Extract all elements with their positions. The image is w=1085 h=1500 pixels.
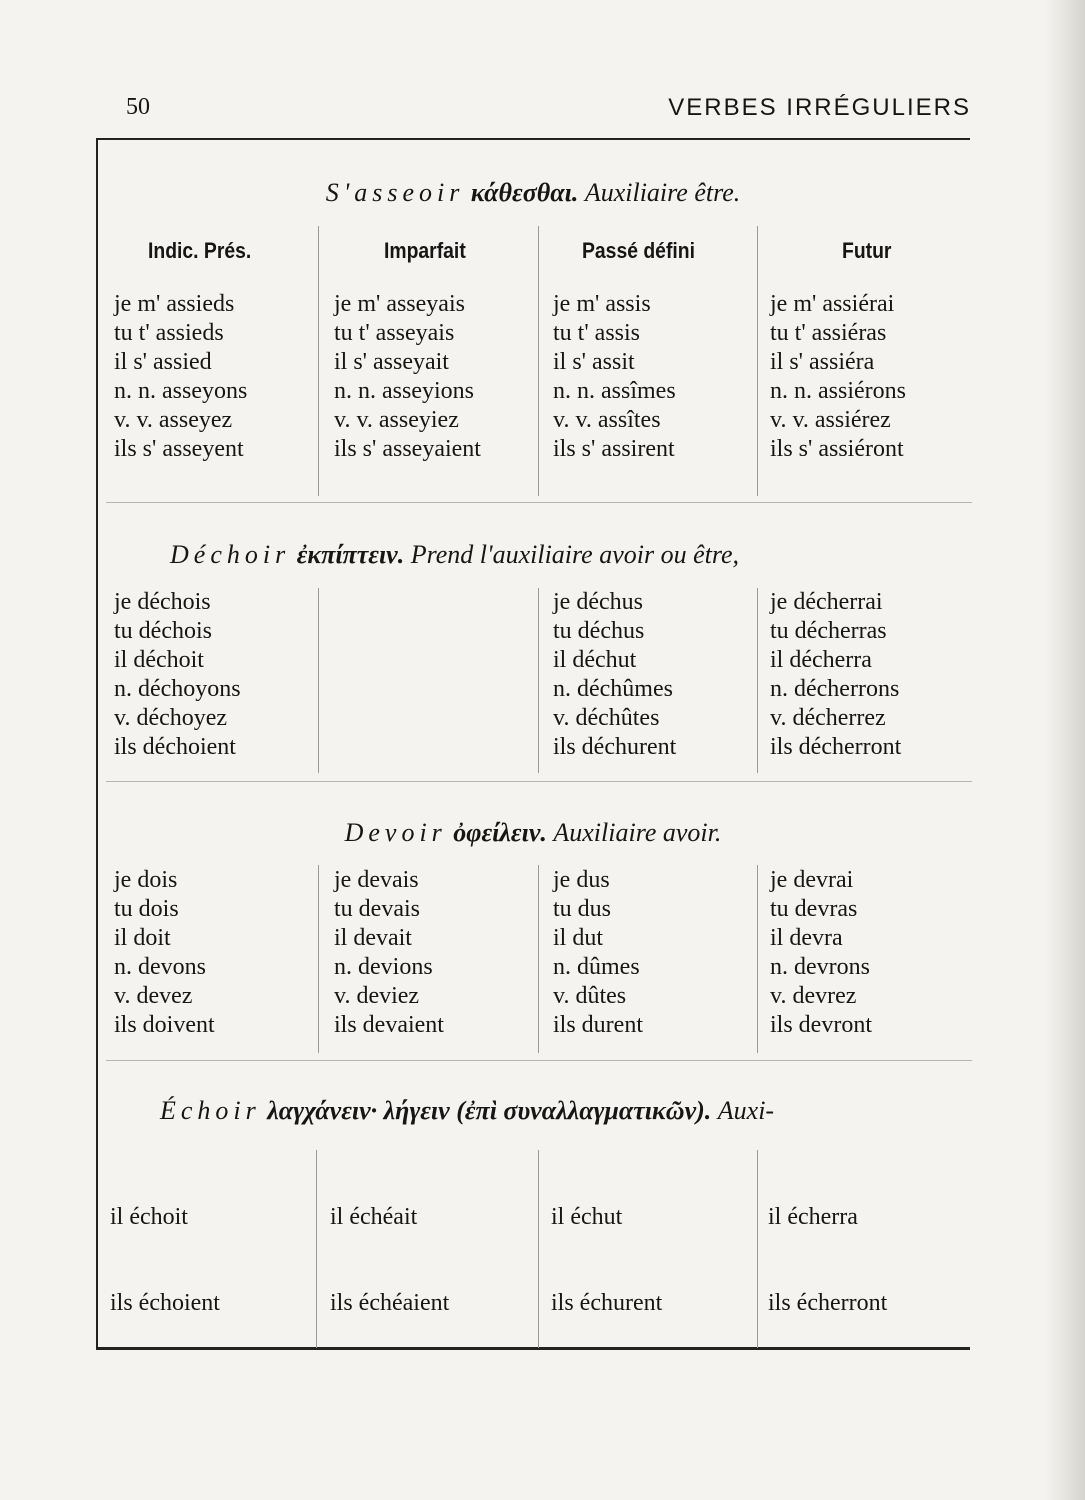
conjugation-form: je m' assis xyxy=(553,291,651,317)
conjugation-form: v. v. asseyez xyxy=(114,407,233,433)
conjugation-form: tu dus xyxy=(553,896,612,922)
column-divider xyxy=(316,1150,317,1348)
conjugation-form: je décherrai xyxy=(770,589,883,615)
column-divider xyxy=(318,226,319,496)
conjugation-form: v. v. assîtes xyxy=(553,407,661,433)
column-divider xyxy=(538,1150,539,1348)
header-imparfait: Imparfait xyxy=(384,238,466,263)
title-verb: Déchoir xyxy=(170,540,291,569)
conjugation-form: tu déchus xyxy=(553,618,645,644)
conjugation-form: il déchoit xyxy=(114,647,204,673)
conjugation-form: il s' assiéra xyxy=(770,349,875,375)
header-passe-defini: Passé défini xyxy=(582,238,695,263)
conjugation-form: n. n. assiérons xyxy=(770,378,906,404)
conjugation-form: n. devions xyxy=(334,954,433,980)
conjugation-form: ils doivent xyxy=(114,1012,215,1038)
conjugation-form: je devais xyxy=(334,867,419,893)
conjugation-column xyxy=(334,866,444,1040)
conjugation-form: ils devront xyxy=(770,1012,872,1038)
conjugation-column xyxy=(770,866,872,1040)
conjugation-form: ils devaient xyxy=(334,1012,444,1038)
conjugation-form: ils durent xyxy=(553,1012,643,1038)
section-title-dechoir xyxy=(170,540,970,570)
column-divider xyxy=(757,865,758,1053)
conjugation-form: n. devrons xyxy=(770,954,870,980)
conjugation-form: tu décherras xyxy=(770,618,887,644)
title-verb: Devoir xyxy=(344,818,447,847)
conjugation-form: tu t' asseyais xyxy=(334,320,455,346)
title-verb: Échoir xyxy=(160,1096,261,1125)
conjugation-column xyxy=(770,588,901,762)
title-greek: ἐκπίπτειν. xyxy=(296,540,405,569)
section-separator xyxy=(106,502,972,503)
conjugation-form: n. dûmes xyxy=(553,954,640,980)
cell: ils échurent xyxy=(551,1290,663,1316)
conjugation-column xyxy=(553,290,676,464)
header-futur: Futur xyxy=(842,238,892,263)
conjugation-form: il s' assied xyxy=(114,349,212,375)
conjugation-form: n. déchoyons xyxy=(114,676,241,702)
conjugation-form: v. v. asseyiez xyxy=(334,407,459,433)
conjugation-form: tu t' assiéras xyxy=(770,320,887,346)
conjugation-form: je devrai xyxy=(770,867,854,893)
conjugation-form: tu devais xyxy=(334,896,420,922)
conjugation-column xyxy=(553,588,676,762)
conjugation-form: v. dûtes xyxy=(553,983,627,1009)
title-verb: S'asseoir xyxy=(325,178,465,207)
header-present: Indic. Prés. xyxy=(148,238,252,263)
conjugation-form: je m' assieds xyxy=(114,291,235,317)
conjugation-form: tu déchois xyxy=(114,618,212,644)
section-separator xyxy=(106,1060,972,1061)
conjugation-form: je dus xyxy=(553,867,610,893)
title-greek: λαγχάνειν· λήγειν (ἐπὶ συναλλαγματικῶν). xyxy=(267,1096,712,1125)
column-divider xyxy=(538,588,539,773)
conjugation-form: ils s' assiéront xyxy=(770,436,904,462)
conjugation-form: je m' assiérai xyxy=(770,291,895,317)
conjugation-form: il devra xyxy=(770,925,843,951)
column-divider xyxy=(538,226,539,496)
conjugation-form: je déchois xyxy=(114,589,211,615)
conjugation-form: il décherra xyxy=(770,647,872,673)
conjugation-form: v. déchûtes xyxy=(553,705,660,731)
cell: ils échoient xyxy=(110,1290,220,1316)
conjugation-form: je dois xyxy=(114,867,178,893)
conjugation-column xyxy=(553,866,643,1040)
conjugation-form: n. décherrons xyxy=(770,676,900,702)
conjugation-form: il s' assit xyxy=(553,349,635,375)
conjugation-form: il devait xyxy=(334,925,412,951)
column-divider xyxy=(757,1150,758,1348)
conjugation-form: n. n. asseyons xyxy=(114,378,248,404)
section-title-devoir xyxy=(96,818,970,848)
conjugation-form: ils déchurent xyxy=(553,734,677,760)
cell: il échut xyxy=(551,1204,623,1230)
conjugation-form: je déchus xyxy=(553,589,643,615)
conjugation-form: tu dois xyxy=(114,896,179,922)
conjugation-form: il doit xyxy=(114,925,171,951)
column-divider xyxy=(538,865,539,1053)
title-note: Auxiliaire avoir. xyxy=(553,818,722,847)
conjugation-form: v. devrez xyxy=(770,983,857,1009)
conjugation-form: tu t' assis xyxy=(553,320,640,346)
conjugation-form: il dut xyxy=(553,925,604,951)
page-number: 50 xyxy=(126,94,150,120)
conjugation-column xyxy=(334,290,481,464)
section-title-asseoir xyxy=(96,178,970,208)
conjugation-form: je m' asseyais xyxy=(334,291,465,317)
conjugation-form: v. décherrez xyxy=(770,705,886,731)
page-edge-shadow xyxy=(1045,0,1085,1500)
conjugation-column xyxy=(114,866,215,1040)
title-greek: κάθεσθαι. xyxy=(470,178,579,207)
column-divider xyxy=(757,226,758,496)
conjugation-form: n. déchûmes xyxy=(553,676,673,702)
cell: il échoit xyxy=(110,1204,188,1230)
conjugation-form: ils s' asseyaient xyxy=(334,436,481,462)
conjugation-form: tu t' assieds xyxy=(114,320,224,346)
conjugation-form: v. déchoyez xyxy=(114,705,228,731)
conjugation-form: n. n. assîmes xyxy=(553,378,676,404)
cell: il échéait xyxy=(330,1204,418,1230)
conjugation-column xyxy=(770,290,906,464)
page-header xyxy=(0,88,1085,128)
cell: il écherra xyxy=(768,1204,858,1230)
conjugation-form: v. v. assiérez xyxy=(770,407,891,433)
column-divider xyxy=(318,865,319,1053)
title-note: Prend l'auxiliaire avoir ou être, xyxy=(410,540,740,569)
conjugation-form: v. devez xyxy=(114,983,193,1009)
conjugation-form: n. devons xyxy=(114,954,206,980)
conjugation-form: ils déchoient xyxy=(114,734,236,760)
conjugation-form: ils s' asseyent xyxy=(114,436,244,462)
conjugation-form: il déchut xyxy=(553,647,637,673)
section-separator xyxy=(106,781,972,782)
conjugation-column xyxy=(114,588,241,762)
conjugation-form: ils s' assirent xyxy=(553,436,675,462)
section-title-echoir xyxy=(160,1096,960,1126)
column-divider xyxy=(757,588,758,773)
conjugation-form: n. n. asseyions xyxy=(334,378,474,404)
running-title: VERBES IRRÉGULIERS xyxy=(668,94,971,121)
conjugation-form: v. deviez xyxy=(334,983,420,1009)
title-greek: ὀφείλειν. xyxy=(453,818,547,847)
conjugation-form: ils décherront xyxy=(770,734,902,760)
conjugation-form: il s' asseyait xyxy=(334,349,449,375)
title-note: Auxiliaire être. xyxy=(584,178,741,207)
cell: ils écherront xyxy=(768,1290,888,1316)
title-note: Auxi- xyxy=(717,1096,775,1125)
conjugation-form: tu devras xyxy=(770,896,858,922)
conjugation-column xyxy=(114,290,247,464)
cell: ils échéaient xyxy=(330,1290,450,1316)
column-divider xyxy=(318,588,319,773)
